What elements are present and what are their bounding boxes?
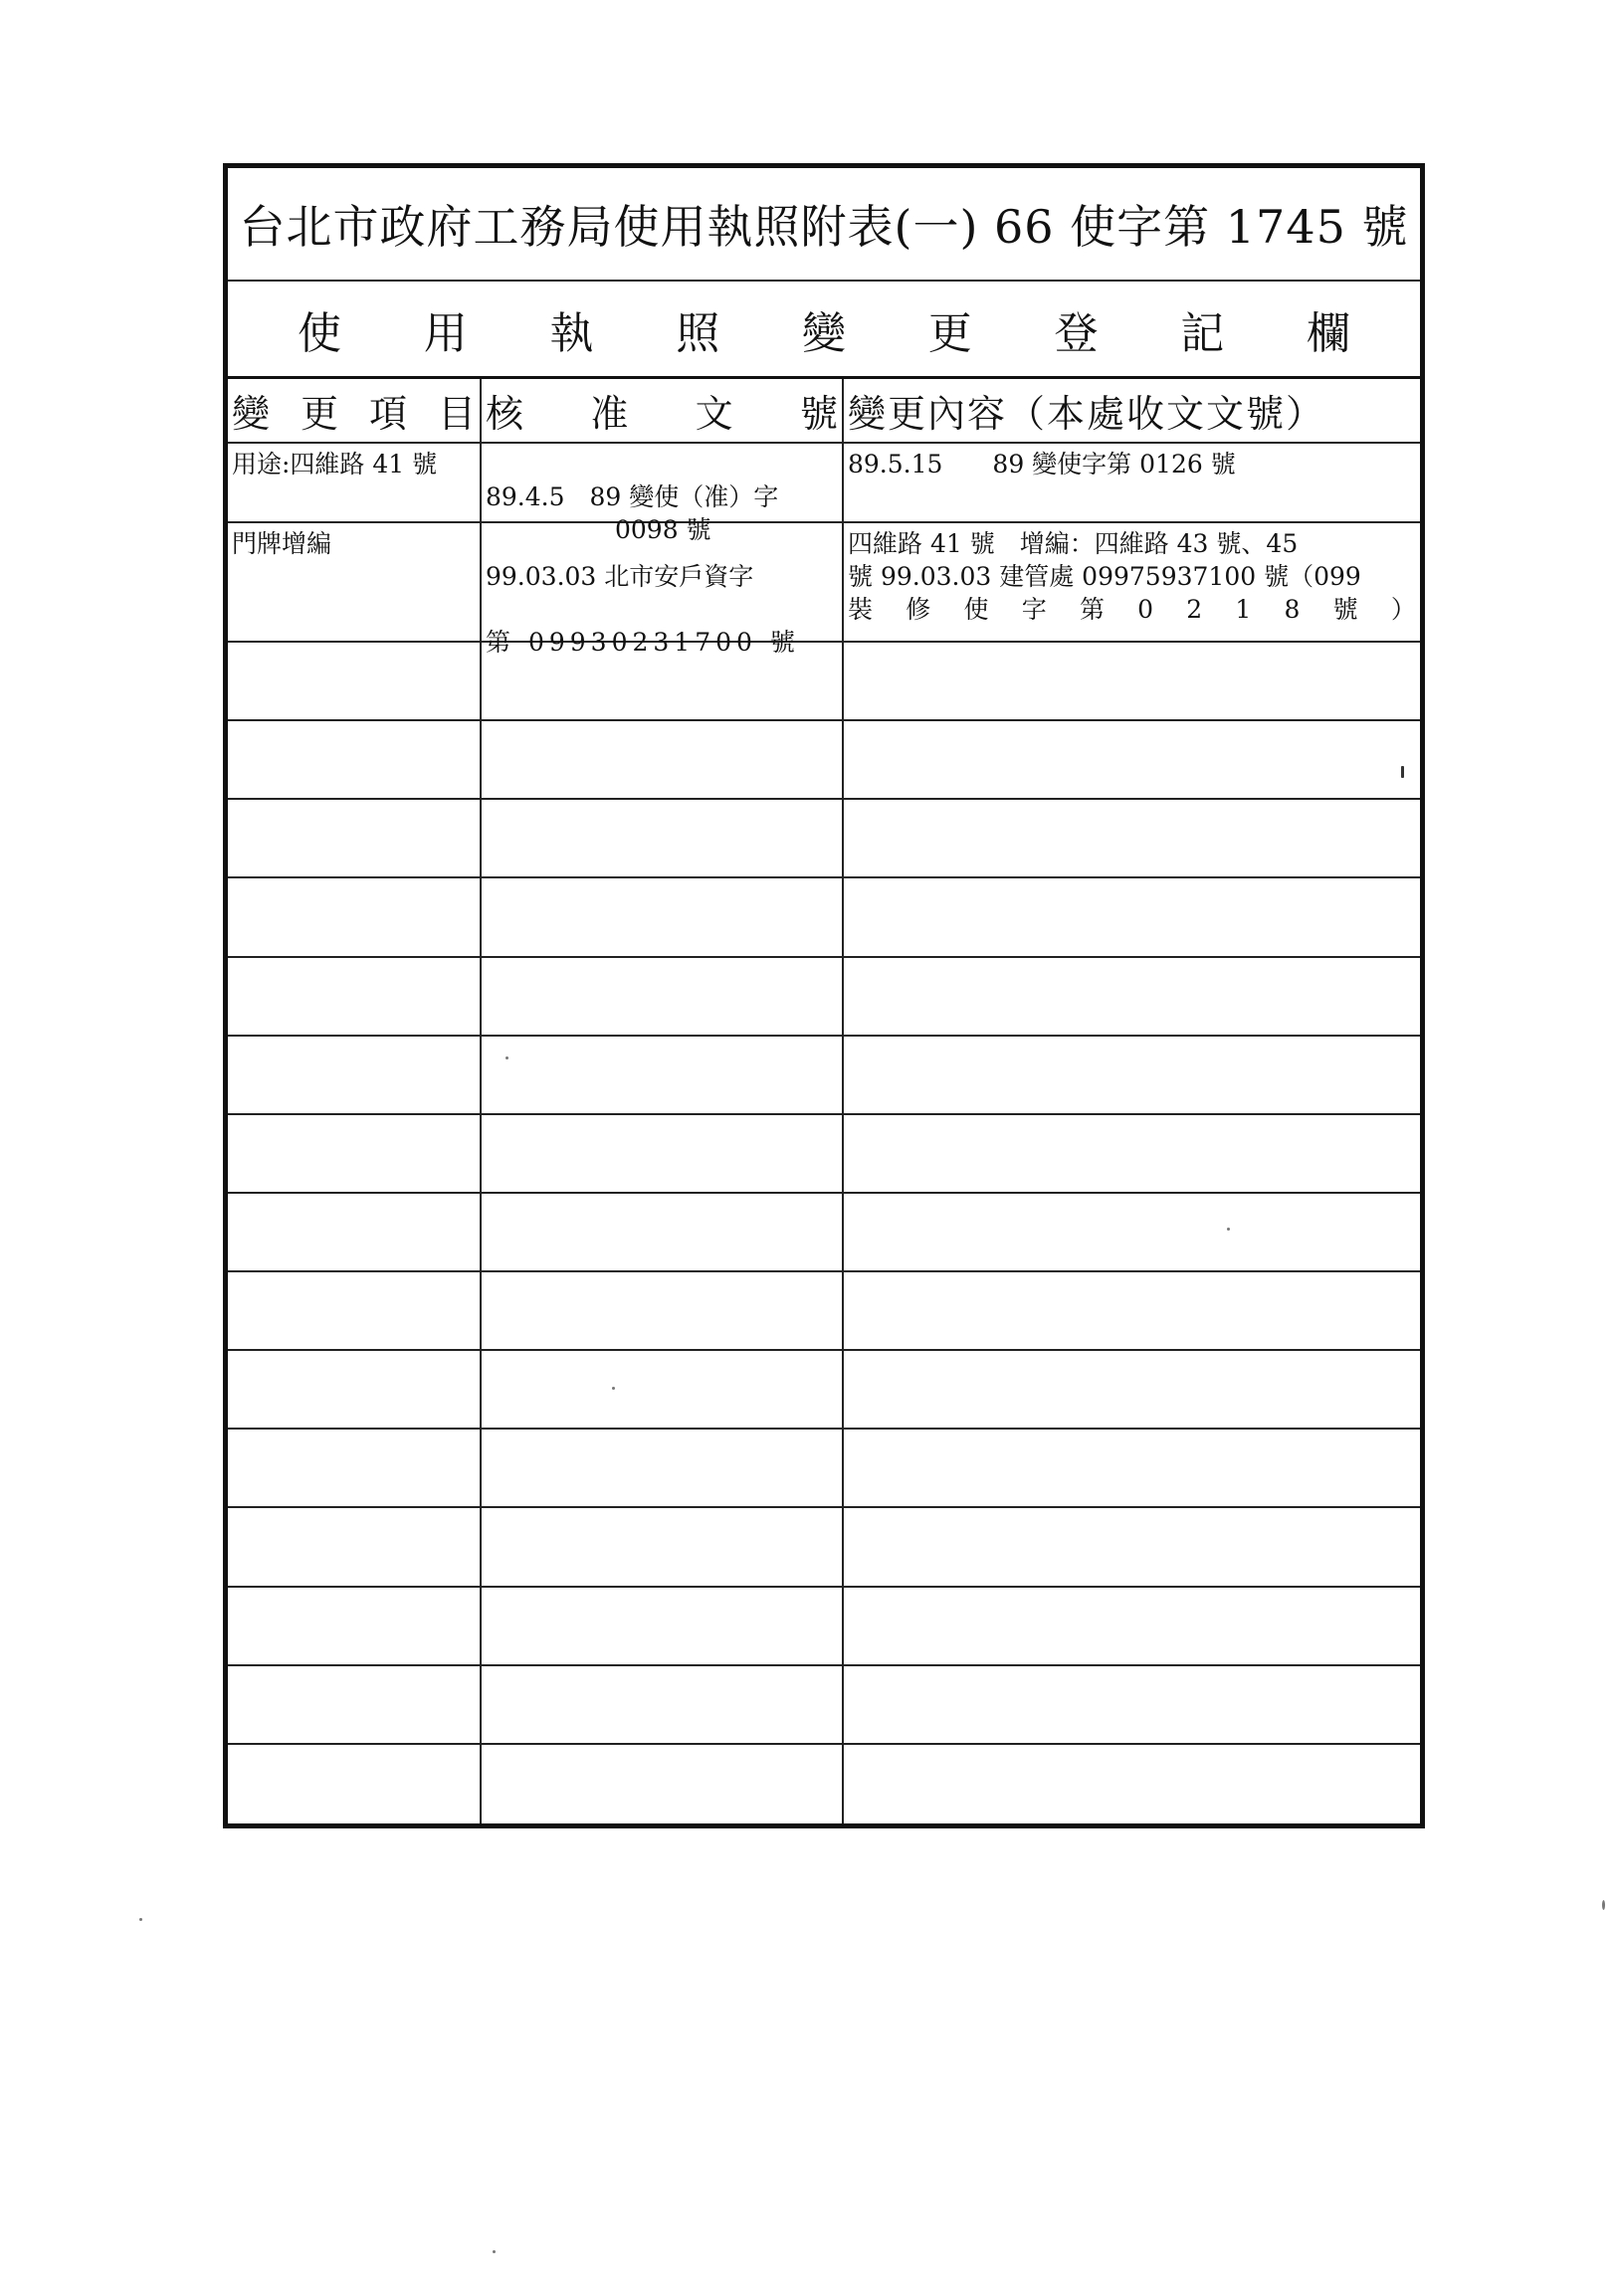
empty-row (228, 1666, 1420, 1745)
empty-cell (482, 1745, 844, 1823)
empty-cell (482, 1588, 844, 1664)
empty-cell (228, 958, 482, 1035)
content-char: 使 (963, 595, 989, 624)
empty-cell (844, 1115, 1420, 1192)
empty-cell (844, 1037, 1420, 1113)
row-content-cell: 四維路 41 號 增編：四維路 43 號、45 號 99.03.03 建管處 09975937100 號（099 裝 修 使 字 第 0 2 1 8 號 ） (848, 529, 1416, 624)
empty-cell (228, 1430, 482, 1506)
header-change-item (228, 379, 482, 442)
content-char: 裝 (848, 595, 874, 624)
subtitle-char: 更 (927, 307, 972, 359)
subtitle-char: 使 (298, 307, 341, 359)
empty-row (228, 958, 1420, 1037)
header-char: 更 (300, 392, 338, 436)
scan-speck (1227, 1228, 1230, 1231)
empty-cell (844, 1745, 1420, 1823)
empty-cell (228, 878, 482, 955)
empty-cell (844, 1194, 1420, 1270)
row-approval-cell: 99.03.03 北市安戶資字 第 09930231700 號 (482, 523, 844, 641)
empty-row (228, 1430, 1420, 1508)
scan-speck (612, 1387, 615, 1390)
empty-cell (228, 1272, 482, 1349)
subtitle-char: 欄 (1307, 307, 1350, 359)
content-char: 第 (1079, 595, 1105, 624)
empty-cell (482, 1430, 844, 1506)
content-char: 2 (1186, 595, 1203, 624)
empty-row (228, 1508, 1420, 1587)
empty-cell (228, 1588, 482, 1664)
subtitle-char: 記 (1180, 307, 1225, 359)
empty-cell (844, 1272, 1420, 1349)
empty-cell (844, 878, 1420, 955)
header-char: 號 (799, 392, 838, 436)
subtitle-char: 照 (676, 307, 720, 359)
scan-speck (505, 1056, 508, 1059)
header-char: 變 (232, 392, 271, 436)
empty-cell (844, 1666, 1420, 1743)
empty-cell (228, 1037, 482, 1113)
empty-cell (482, 643, 844, 719)
empty-cell (228, 643, 482, 719)
scan-speck (1401, 766, 1404, 778)
content-char: 0 (1137, 595, 1154, 624)
license-attachment-table (223, 163, 1425, 1828)
row-item-cell: 門牌增編 (228, 523, 482, 641)
content-char: ） (1390, 595, 1416, 624)
scan-speck (493, 2250, 496, 2253)
subtitle-char: 用 (423, 307, 468, 359)
empty-cell (482, 1666, 844, 1743)
empty-cell (844, 1588, 1420, 1664)
empty-cell (844, 721, 1420, 798)
row-approval-cell: 89.4.5 89 變使（准）字 0098 號 (482, 444, 844, 521)
empty-cell (482, 721, 844, 798)
empty-cell (228, 1351, 482, 1428)
content-char: 1 (1235, 595, 1252, 624)
empty-cell (228, 800, 482, 876)
empty-cell (844, 1430, 1420, 1506)
empty-cell (482, 1115, 844, 1192)
section-subtitle (228, 282, 1420, 379)
empty-cell (228, 721, 482, 798)
empty-cell (482, 958, 844, 1035)
empty-row (228, 1272, 1420, 1351)
content-char: 8 (1284, 595, 1301, 624)
empty-cell (844, 958, 1420, 1035)
empty-row (228, 878, 1420, 957)
subtitle-char: 登 (1054, 307, 1099, 359)
header-char: 目 (437, 392, 476, 436)
empty-cell (482, 1194, 844, 1270)
header-char: 項 (368, 392, 407, 436)
content-char: 字 (1021, 595, 1047, 624)
scan-speck (1602, 1900, 1605, 1910)
header-char: 文 (695, 392, 733, 436)
header-row (228, 379, 1420, 444)
empty-cell (844, 1351, 1420, 1428)
content-char: 修 (906, 595, 931, 624)
empty-cell (228, 1745, 482, 1823)
empty-cell (844, 643, 1420, 719)
subtitle-char: 變 (802, 307, 846, 359)
change-record-grid (228, 379, 1420, 1823)
empty-cell (228, 1115, 482, 1192)
header-change-content: 變更內容（本處收文文號） (848, 392, 1326, 436)
empty-cell (482, 1508, 844, 1585)
scan-speck (139, 1918, 142, 1921)
document-title: 台北市政府工務局使用執照附表(一) 66 使字第 1745 號 (228, 168, 1420, 282)
empty-cell (482, 800, 844, 876)
empty-row (228, 1351, 1420, 1430)
empty-cell (482, 1351, 844, 1428)
content-char: 號 (1332, 595, 1358, 624)
empty-cell (228, 1194, 482, 1270)
header-approval-number (482, 379, 844, 442)
header-char: 核 (486, 392, 524, 436)
empty-cell (482, 878, 844, 955)
empty-cell (482, 1037, 844, 1113)
empty-row (228, 1194, 1420, 1272)
empty-cell (482, 1272, 844, 1349)
empty-cell (844, 800, 1420, 876)
empty-row (228, 1745, 1420, 1823)
subtitle-chars (228, 297, 1420, 361)
row-content-cell: 89.5.15 89 變使字第 0126 號 (848, 450, 1236, 478)
empty-row (228, 721, 1420, 800)
table-row (228, 523, 1420, 657)
empty-row (228, 800, 1420, 878)
empty-cell (844, 1508, 1420, 1585)
empty-row (228, 1115, 1420, 1194)
subtitle-char: 執 (549, 307, 594, 359)
empty-cell (228, 1666, 482, 1743)
empty-cell (228, 1508, 482, 1585)
row-item-cell: 用途:四維路 41 號 (228, 444, 482, 521)
empty-row (228, 643, 1420, 721)
empty-row (228, 1588, 1420, 1666)
header-char: 准 (590, 392, 629, 436)
empty-row (228, 1037, 1420, 1115)
